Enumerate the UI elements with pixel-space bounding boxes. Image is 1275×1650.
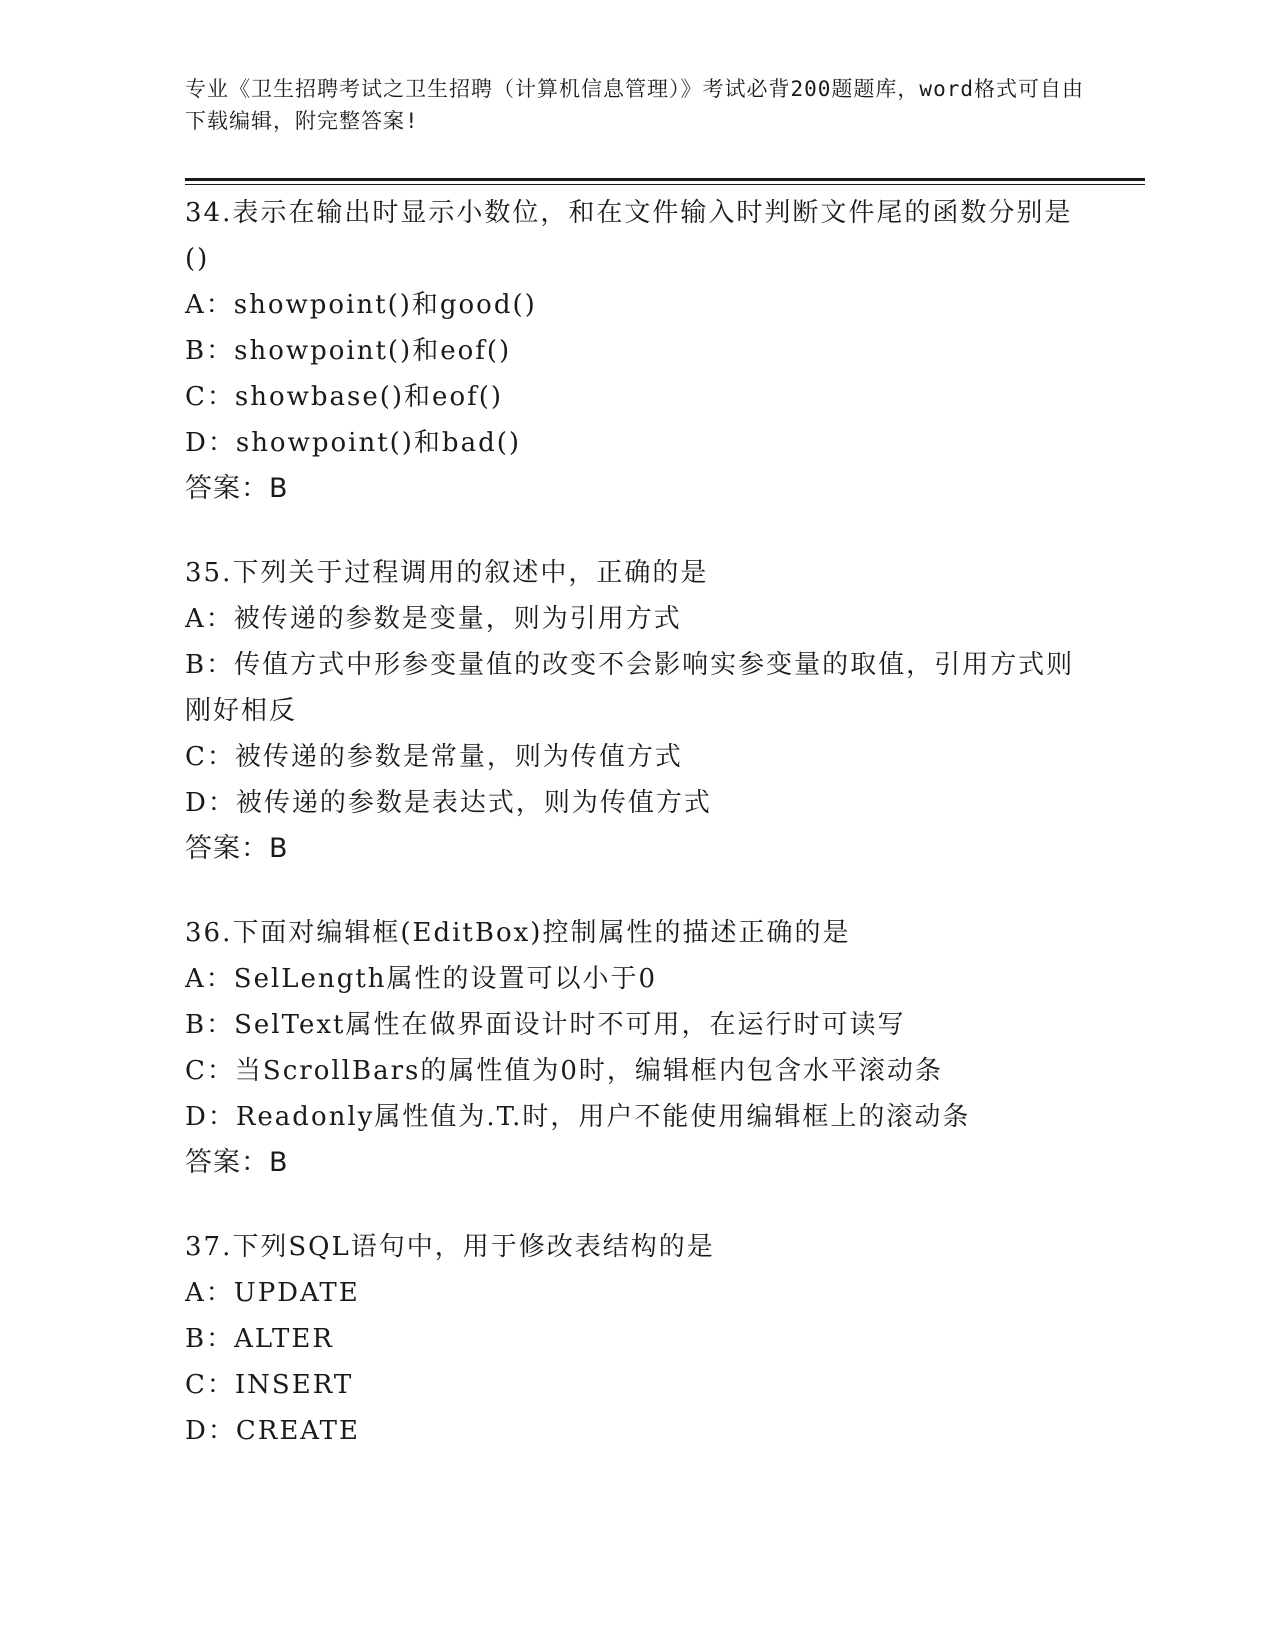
option-d: D：Readonly属性值为.T.时，用户不能使用编辑框上的滚动条 xyxy=(185,1102,971,1132)
option-c: C：当ScrollBars的属性值为0时，编辑框内包含水平滚动条 xyxy=(185,1056,943,1086)
option-a: A：SelLength属性的设置可以小于0 xyxy=(185,964,658,994)
header-rule-thin xyxy=(185,184,1145,185)
option-c: C：INSERT xyxy=(185,1370,354,1400)
document-header: 专业《卫生招聘考试之卫生招聘（计算机信息管理）》考试必背200题题库，word格式可自由下载编辑，附完整答案! xyxy=(185,77,1084,133)
option-b: B：传值方式中形参变量值的改变不会影响实参变量的取值，引用方式则刚好相反 xyxy=(185,650,1075,726)
question-34 xyxy=(185,190,1085,512)
option-a: A：被传递的参数是变量，则为引用方式 xyxy=(185,604,682,634)
option-a: A：showpoint()和good() xyxy=(185,290,537,320)
question-stem: 36.下面对编辑框(EditBox)控制属性的描述正确的是 xyxy=(185,918,851,948)
question-37 xyxy=(185,1224,1085,1454)
option-b: B：ALTER xyxy=(185,1324,334,1354)
question-stem: 34.表示在输出时显示小数位，和在文件输入时判断文件尾的函数分别是() xyxy=(185,198,1073,274)
option-d: D：CREATE xyxy=(185,1416,360,1446)
question-stem: 35.下列关于过程调用的叙述中，正确的是 xyxy=(185,558,709,588)
option-c: C：showbase()和eof() xyxy=(185,382,504,412)
header-rule-thick xyxy=(185,178,1145,181)
option-b: B：showpoint()和eof() xyxy=(185,336,512,366)
option-d: D：被传递的参数是表达式，则为传值方式 xyxy=(185,788,712,818)
answer-label: 答案：B xyxy=(185,1147,289,1178)
option-b: B：SelText属性在做界面设计时不可用，在运行时可读写 xyxy=(185,1010,906,1040)
answer-label: 答案：B xyxy=(185,473,289,504)
question-stem: 37.下列SQL语句中，用于修改表结构的是 xyxy=(185,1232,715,1262)
option-d: D：showpoint()和bad() xyxy=(185,428,522,458)
option-a: A：UPDATE xyxy=(185,1278,360,1308)
answer-label: 答案：B xyxy=(185,833,289,864)
option-c: C：被传递的参数是常量，则为传值方式 xyxy=(185,742,683,772)
question-list xyxy=(185,190,1085,1492)
question-35 xyxy=(185,550,1085,872)
question-36 xyxy=(185,910,1085,1186)
